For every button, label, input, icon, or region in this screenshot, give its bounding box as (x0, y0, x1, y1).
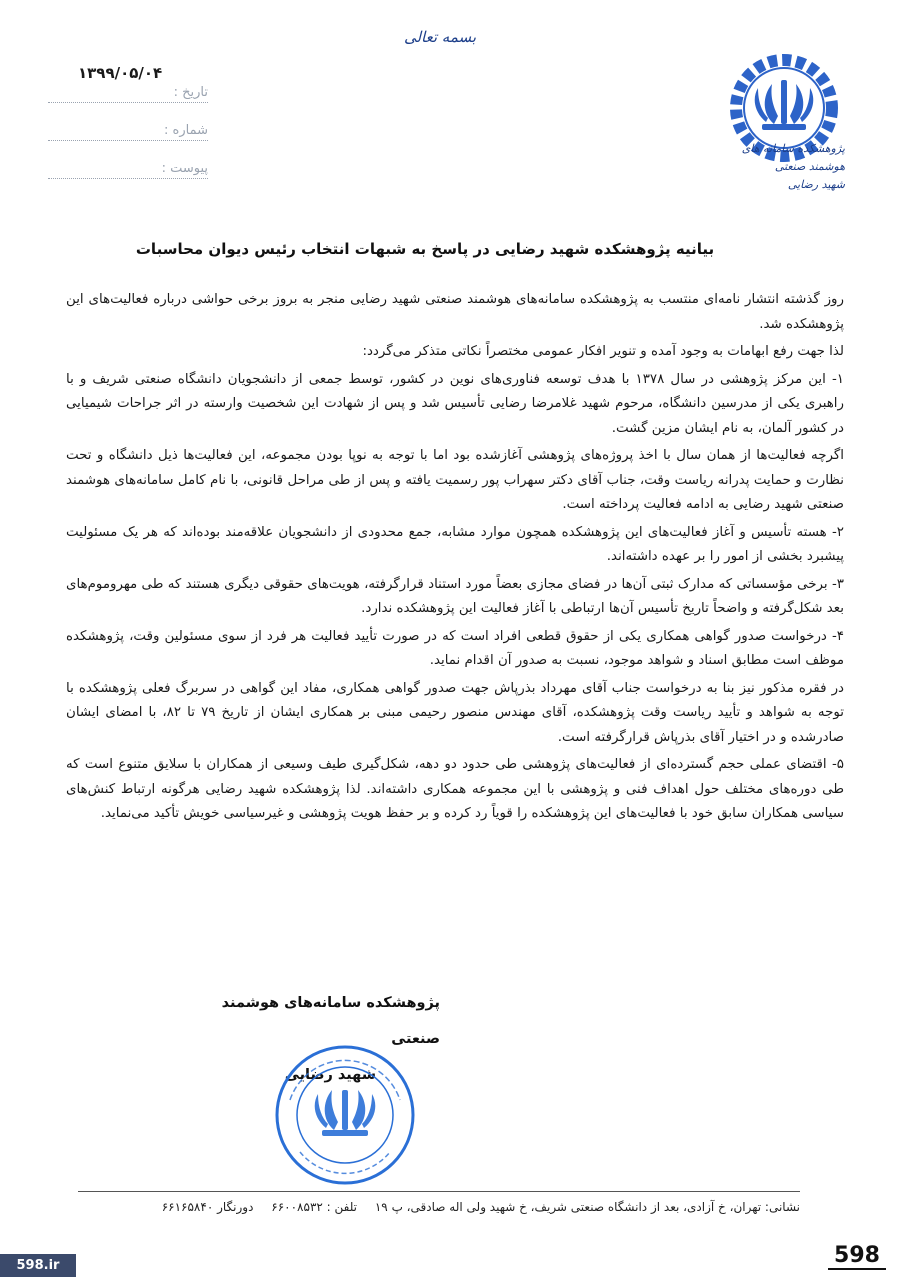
footer-phone: تلفن : ۶۶۰۰۸۵۳۲ (271, 1200, 358, 1214)
attachment-label: پیوست : (161, 161, 208, 176)
official-stamp-icon (270, 1040, 420, 1190)
footer-address: نشانی: تهران، خ آزادی، بعد از دانشگاه صنعتی شریف، خ شهید ولی اله صادقی، پ ۱۹ (374, 1200, 800, 1214)
site-wordmark-icon (822, 1238, 892, 1276)
site-badge[interactable]: 598.ir (0, 1254, 76, 1277)
date-row (48, 80, 208, 103)
number-row (48, 118, 208, 141)
paragraph-intro: روز گذشته انتشار نامه‌ای منتسب به پژوهشکده سامانه‌های هوشمند صنعتی شهید رضایی منجر به بروز برخی حواشی درباره فعالیت‌های این پژوهشکده شد. (66, 292, 844, 332)
paragraph-point-4-cont: در فقره مذکور نیز بنا به درخواست جناب آقای مهرداد بذرپاش جهت صدور گواهی همکاری، مفاد این گواهی در سربرگ فعلی پژوهشکده با توجه به شواهد و تأیید ریاست وقت پژوهشکده، آقای مهندس منصور رحیمی مبنی بر همکاری ایشان از تاریخ ۷۹ تا ۸۲، با امضای ایشان صادرشده و در اختیار آقای بذرپاش قرارگرفته است. (66, 680, 844, 745)
date-label: تاریخ : (173, 85, 208, 100)
org-caption-line2: شهید رضایی (787, 178, 845, 191)
paragraph-point-2: ۲- هسته تأسیس و آغاز فعالیت‌های این پژوهشکده همچون موارد مشابه، جمع محدودی از دانشجویان علاقه‌مند بوده‌اند که هر یک مسئولیت پیشبرد بخشی از امور را بر عهده داشته‌اند. (66, 524, 844, 564)
footer-contact (70, 1200, 800, 1214)
bismillah-heading: بسمه تعالی (403, 28, 477, 46)
date-value: ۱۳۹۹/۰۵/۰۴ (78, 64, 163, 82)
org-caption-line1: پژوهشکده سامانه های هوشمند صنعتی (741, 142, 845, 173)
paragraph-point-3: ۳- برخی مؤسساتی که مدارک ثبتی آن‌ها در فضای مجازی بعضاً مورد استناد قرارگرفته، هویت‌های حقوقی دیگری هستند که طی مهروموم‌های بعد شکل‌گرفته و واضحاً تاریخ تأسیس آن‌ها ارتباطی با آغاز فعالیت این پژوهشکده ندارد. (66, 576, 844, 616)
paragraph-point-1-cont: اگرچه فعالیت‌ها از همان سال با اخذ پروژه‌های پژوهشی آغازشده بود اما با توجه به نوپا بودن مجموعه، این فعالیت‌ها ذیل دانشگاه و تحت نظارت و حمایت پدرانه ریاست وقت، جناب آقای دکتر سهراب پور رسمیت یافته و پس از طی مراحل قانونی، با نام کامل سامانه‌های هوشمند صنعتی شهید رضایی به ادامه فعالیت پرداخته است. (66, 448, 844, 512)
number-label: شماره : (164, 123, 208, 138)
org-caption (725, 140, 845, 194)
paragraph-point-4: ۴- درخواست صدور گواهی همکاری یکی از حقوق قطعی افراد است که در صورت تأیید فعالیت هر فرد از سوی مسئولین وقت، پژوهشکده موظف است مطابق اسناد و شواهد موجود، نسبت به صدور آن اقدام نماید. (66, 628, 844, 668)
attachment-row (48, 156, 208, 179)
signature-name: شهید رضایی (284, 1067, 376, 1083)
paragraph-lead: لذا جهت رفع ابهامات به وجود آمده و تنویر افکار عمومی مختصراً نکاتی متذکر می‌گردد: (362, 344, 844, 359)
statement-title: بیانیه پژوهشکده شهید رضایی در پاسخ به شبهات انتخاب رئیس دیوان محاسبات (135, 240, 715, 258)
paragraph-point-5: ۵- اقتضای عملی حجم گسترده‌ای از فعالیت‌های پژوهشی طی حدود دو دهه، شکل‌گیری طیف وسیعی از همکاران با سلایق متنوع است که طی دوره‌های مختلف حول اهداف فنی و پژوهشی با این مجموعه همکاری داشته‌اند. لذا پژوهشکده شهید رضایی هرگونه ارتباط کنش‌های سیاسی همکاران سابق خود با فعالیت‌های این پژوهشکده را قویاً رد کرده و بر حفظ هویت پژوهشی و غیرسیاسی خویش تأکید می‌نماید. (66, 757, 844, 821)
signature-org: پژوهشکده سامانه‌های هوشمند صنعتی (221, 995, 440, 1047)
footer-fax: دورنگار ۶۶۱۶۵۸۴۰ (161, 1200, 254, 1214)
statement-body (66, 288, 844, 830)
footer-divider (78, 1191, 800, 1192)
wordmark-text: 598 (834, 1243, 880, 1268)
paragraph-point-1: ۱- این مرکز پژوهشی در سال ۱۳۷۸ با هدف توسعه فناوری‌های نوین در کشور، توسط جمعی از دانشجویان دانشگاه صنعتی شریف و با راهبری یکی از مدرسین دانشگاه، مرحوم شهید غلامرضا رضایی تأسیس شد و پس از شهادت این شخصیت وارسته در اثر جراحات شیمیایی در کشور آلمان، به نام ایشان مزین گشت. (66, 371, 844, 436)
